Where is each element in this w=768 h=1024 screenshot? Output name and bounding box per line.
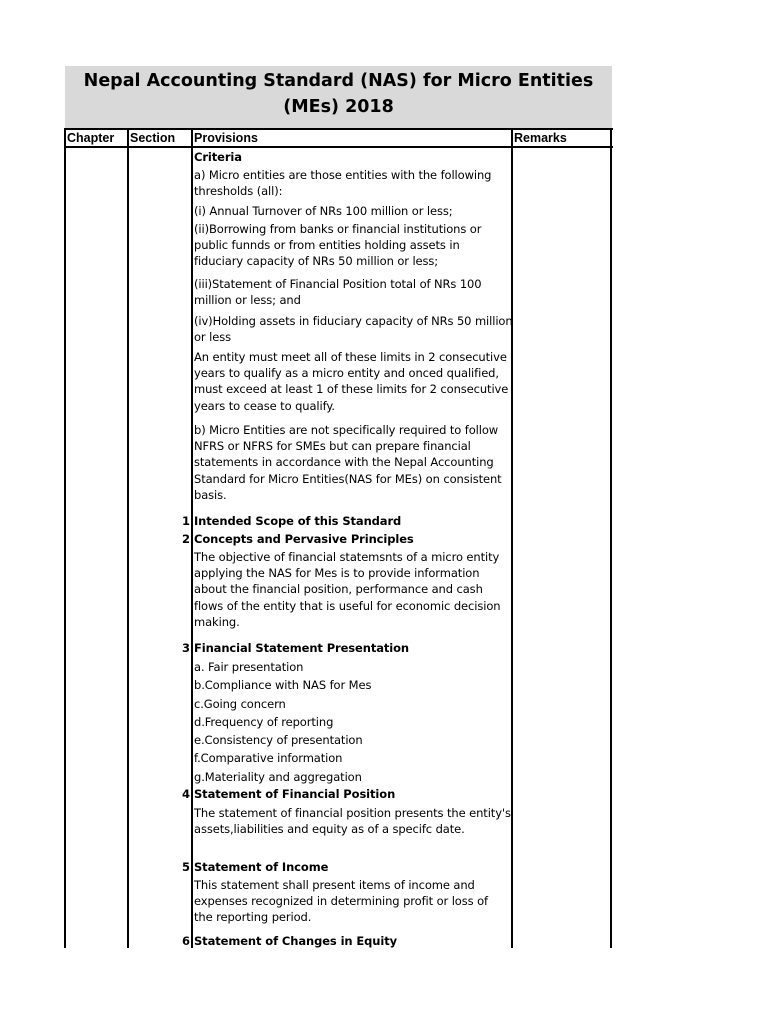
text-line: (ii)Borrowing from banks or financial institutions or [194,222,482,236]
text-line: flows of the entity that is useful for economic decision [194,598,501,613]
header-top-border [64,128,613,130]
list-item: b.Compliance with NAS for Mes [194,678,372,693]
text-line: or less [194,330,231,345]
column-header-section: Section [130,131,176,145]
text-line: b) Micro Entities are not specifically required to follow [194,423,499,437]
section-number-2: 2 [181,532,190,546]
section-text-4 [194,805,512,837]
criteria-ii [194,221,512,270]
list-item: c.Going concern [194,696,286,711]
section-number-6: 6 [181,934,190,948]
section-number-3: 3 [181,641,190,655]
column-header-provisions: Provisions [194,131,258,145]
text-line: the reporting period. [194,910,312,925]
section-number-5: 5 [181,860,190,874]
section-items-3 [194,658,512,786]
section-heading-4: Statement of Financial Position [194,787,396,801]
text-line: years to qualify as a micro entity and onced qualified, [194,366,499,381]
criteria-limits [194,349,512,414]
criteria-a [194,167,512,199]
text-line: Standard for Micro Entities(NAS for MEs) on consistent [194,471,502,486]
section-heading-3: Financial Statement Presentation [194,641,410,655]
text-line: a) Micro entities are those entities with the following [194,168,492,182]
column-border-right [610,128,612,948]
text-line: applying the NAS for Mes is to provide information [194,566,480,581]
text-line: (iii)Statement of Financial Position total of NRs 100 [194,277,482,291]
criteria-b [194,422,512,503]
section-heading-5: Statement of Income [194,860,329,874]
section-heading-6: Statement of Changes in Equity [194,934,398,948]
title-line-2: (MEs) 2018 [283,97,394,117]
section-number-1: 1 [181,514,190,528]
section-number-4: 4 [181,787,190,801]
criteria-i: (i) Annual Turnover of NRs 100 million or less; [194,204,453,218]
text-line: (iv)Holding assets in fiduciary capacity of NRs 50 million [194,314,513,328]
text-line: This statement shall present items of income and [194,878,475,892]
section-heading-1: Intended Scope of this Standard [194,514,402,528]
document-title [65,66,612,120]
text-line: million or less; and [194,293,301,308]
text-line: An entity must meet all of these limits in 2 consecutive [194,350,507,364]
column-border-chapter [127,128,129,948]
text-line: NFRS or NFRS for SMEs but can prepare financial [194,439,471,454]
column-border-left [64,128,66,948]
text-line: The statement of financial position presents the entity's [194,806,511,820]
text-line: expenses recognized in determining profit or loss of [194,894,488,909]
section-text-2 [194,549,512,630]
list-item: a. Fair presentation [194,660,304,674]
column-header-remarks: Remarks [514,131,567,145]
text-line: must exceed at least 1 of these limits for 2 consecutive [194,382,509,397]
text-line: assets,liabilities and equity as of a specifc date. [194,822,465,837]
title-line-1: Nepal Accounting Standard (NAS) for Micro Entities [83,71,594,91]
text-line: years to cease to qualify. [194,398,335,413]
text-line: basis. [194,487,227,502]
criteria-iv [194,313,512,345]
column-header-chapter: Chapter [67,131,115,145]
list-item: g.Materiality and aggregation [194,769,362,784]
list-item: e.Consistency of presentation [194,733,363,748]
section-text-5 [194,877,512,926]
section-heading-2: Concepts and Pervasive Principles [194,532,414,546]
criteria-heading: Criteria [194,150,242,164]
text-line: making. [194,614,240,629]
text-line: thresholds (all): [194,184,283,199]
criteria-iii [194,276,512,308]
text-line: statements in accordance with the Nepal Accounting [194,455,494,470]
text-line: The objective of financial statemsnts of a micro entity [194,550,500,564]
text-line: public funnds or from entities holding assets in [194,238,460,253]
list-item: d.Frequency of reporting [194,714,334,729]
text-line: fiduciary capacity of NRs 50 million or less; [194,254,439,269]
header-bottom-border [64,146,613,148]
text-line: about the financial position, performance and cash [194,582,483,597]
column-border-section [191,128,193,948]
list-item: f.Comparative information [194,751,343,766]
